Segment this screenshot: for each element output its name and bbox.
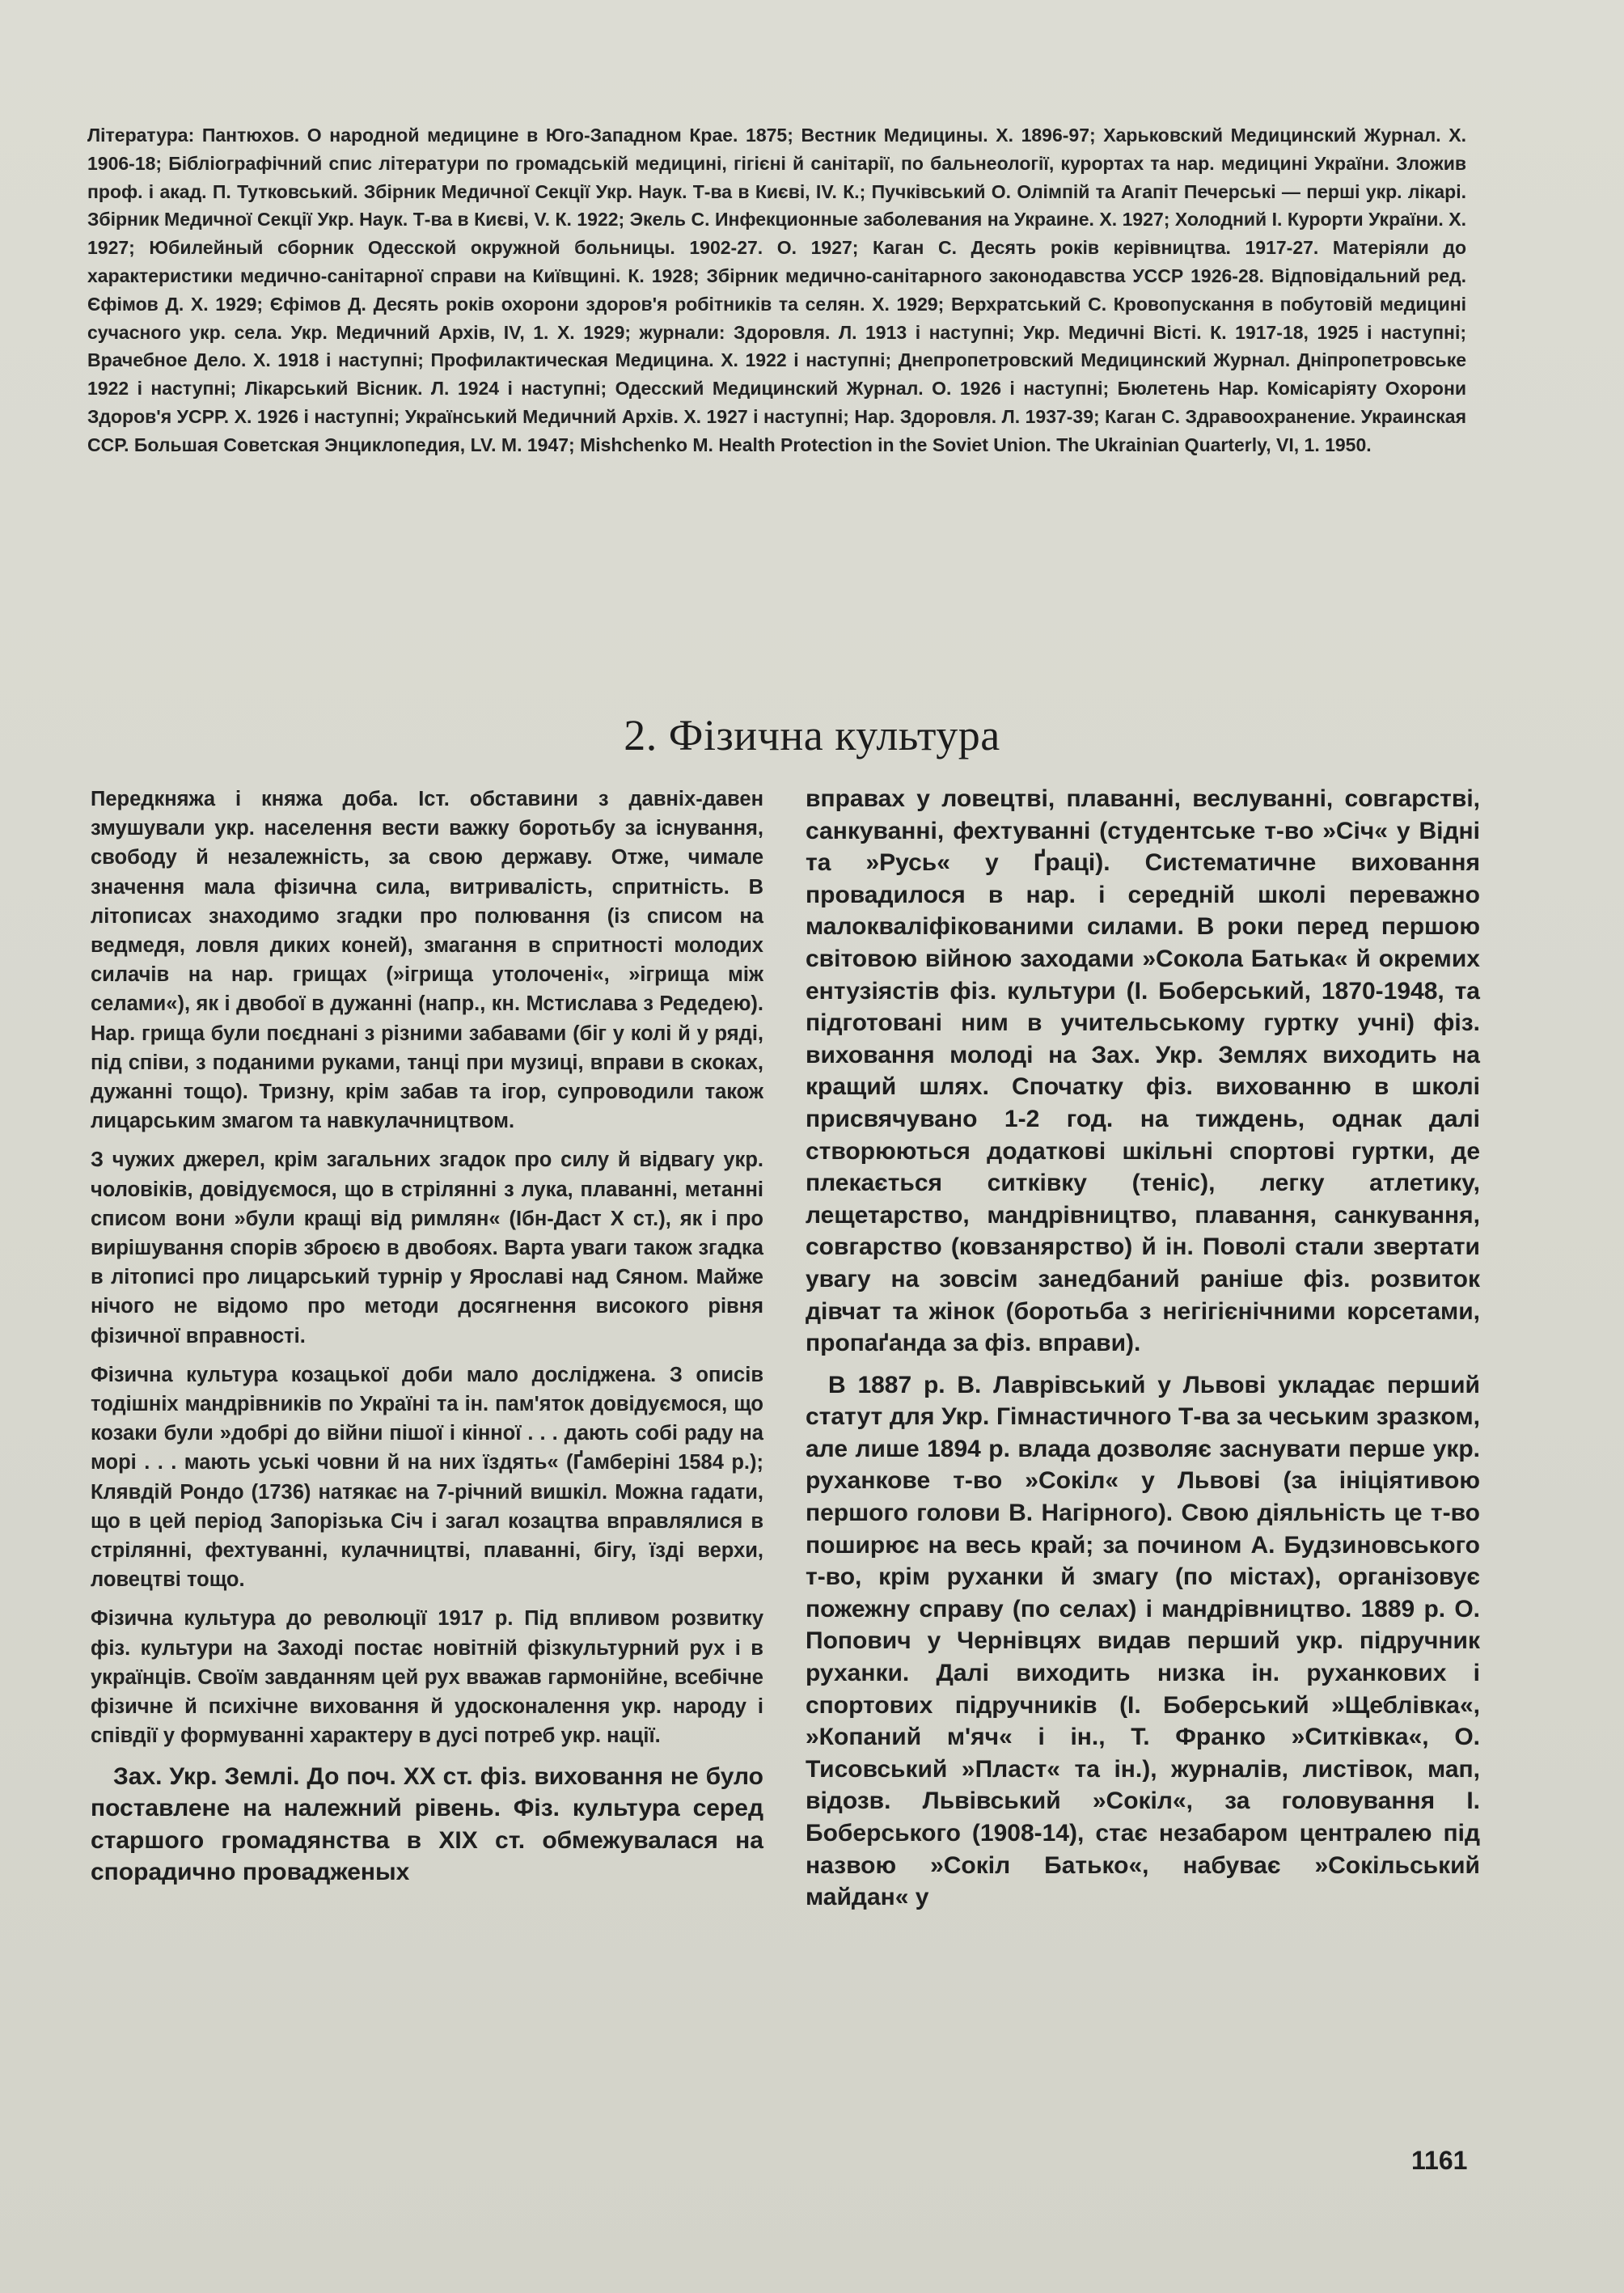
section-title: 2. Фізична культура bbox=[624, 711, 1000, 759]
paragraph-cossack-era: Фізична культура козацької доби мало досліджена. З описів тодішніх мандрівників по Україні та ін. пам'яток довідуємося, що козаки були »добрі до війни пішої і кінної . . . дають собі раду на морі . . . мають уські човни й на них їздять« (Ґамберіні 1584 р.); Клявдій Рондо (1736) натякає на 7-річний вишкіл. Можна гадати, що в цей період Запорізька Січ і загал козацтва вправлялися в стрілянні, фехтуванні, кулачництві, плаванні, бігу, їзді верхи, ловецтві тощо. bbox=[91, 1363, 763, 1592]
paragraph-foreign-sources: З чужих джерел, крім загальних згадок про силу й відвагу укр. чоловіків, довідуємося, що в стрілянні з лука, плаванні, метанні списом вони »були кращі від римлян« (Ібн-Даст X ст.), як і про вирішування спорів зброєю в двобоях. Варта уваги також згадка в літописі про лицарський турнір у Ярославі над Сяном. Майже нічого не відомо про методи досягнення високого рівня фізичної вправності. bbox=[91, 1149, 763, 1347]
paragraph-western-lands: Зах. Укр. Землі. До поч. XX ст. фіз. виховання не було поставлене на належний рівень. Фіз. культура серед старшого громадянства в XIX ст. обмежувалася на спорадично провадженых bbox=[91, 1762, 763, 1886]
page-number: 1161 bbox=[1411, 2146, 1468, 2175]
right-column bbox=[806, 783, 1480, 1923]
paragraph-pre-revolution: Фізична культура до революції 1917 р. Під впливом розвитку фіз. культури на Заході постає новітній фізкультурний рух і в українців. Своїм завданням цей рух вважав гармонійне, всебічне фізичне й психічне виховання й удосконалення укр. народу і співдії у формуванні характеру в дусі потреб укр. нації. bbox=[91, 1607, 763, 1748]
paragraph-princely-era: Передкняжа і княжа доба. Іст. обставини з давніх-давен змушували укр. населення вести важку боротьбу за існування, свободу й незалежність, за свою державу. Отже, чимале значення мала фізична сила, витривалість, спритність. В літописах знаходимо згадки про полювання (із списом на ведмедя, ловля диких коней), змагання в спритності молодих силачів на нар. грищах (»ігрища утолочені«, »ігрища між селами«), як і двобої в дужанні (напр., кн. Мстислава з Редедею). Нар. грища були поєднані з різними забавами (біг у колі й у ряді, під співи, з поданими руками, танці при музиці, вправи в скоках, дужанні тощо). Тризну, крім забав та ігор, супроводили також лицарським змагом та навкулачництвом. bbox=[91, 788, 763, 1133]
left-column bbox=[91, 785, 763, 1898]
paragraph-sokil: В 1887 р. В. Лаврівський у Львові укладає перший статут для Укр. Гімнастичного Т-ва за чеським зразком, але лише 1894 р. влада дозволяє заснувати перше укр. руханкове т-во »Сокіл« у Львові (за ініціятивою першого голови В. Нагірного). Свою діяльність це т-во поширює на весь край; за почином А. Будзиновського т-во, крім руханки й змагу (по містах), організовує пожежну справу (по селах) і мандрівництво. 1889 р. О. Попович у Чернівцях видав перший укр. підручник руханки. Далі виходить низка ін. руханкових і спортових підручників (І. Боберський »Щеблівка«, »Копаний м'яч« і ін., Т. Франко »Ситківка«, О. Тисовський »Пласт« та ін.), журналів, листівок, мап, відозв. Львівський »Сокіл«, за головування І. Боберського (1908-14), стає незабаром централею під назвою »Сокіл Батько«, набуває »Сокільський майдан« у bbox=[806, 1371, 1480, 1911]
literature-references: Література: Пантюхов. О народной медицине в Юго-Западном Крае. 1875; Вестник Медицины. Х. 1896-97; Харьковский Медицинский Журнал. Х. 1906-18; Бібліографічний спис літератури по громадській медицині, гігієні й санітарії, по бальнеології, курортах та нар. медицині України. Зложив проф. і акад. П. Тутковський. Збірник Медичної Секції Укр. Наук. Т-ва в Києві, IV. К.; Пучківський О. Олімпій та Агапіт Печерські — перші укр. лікарі. Збірник Медичної Секції Укр. Наук. Т-ва в Києві, V. К. 1922; Экель С. Инфекционные заболевания на Украине. Х. 1927; Холодний І. Курорти України. Х. 1927; Юбилейный сборник Одесской окружной больницы. 1902-27. О. 1927; Каган С. Десять років керівництва. 1917-27. Матеріяли до характеристики медично-санітарної справи на Київщині. К. 1928; Збірник медично-санітарного законодавства УССР 1926-28. Відповідальний ред. Єфімов Д. Х. 1929; Єфімов Д. Десять років охорони здоров'я робітників та селян. Х. 1929; Верхратський С. Кровопускання в побутовій медицині сучасного укр. села. Укр. Медичний Архів, IV, 1. Х. 1929; журнали: Здоровля. Л. 1913 і наступні; Укр. Медичні Вісті. К. 1917-18, 1925 і наступні; Врачебное Дело. Х. 1918 і наступні; Профилактическая Медицина. Х. 1922 і наступні; Днепропетровский Медицинский Журнал. Дніпропетровське 1922 і наступні; Лікарський Вісник. Л. 1924 і наступні; Одесский Медицинский Журнал. О. 1926 і наступні; Бюлетень Нар. Комісаріяту Охорони Здоров'я УСРР. Х. 1926 і наступні; Український Медичний Архів. Х. 1927 і наступні; Нар. Здоровля. Л. 1937-39; Каган С. Здравоохранение. Украинская ССР. Большая Советская Энциклопедия, LV. М. 1947; Mishchenko M. Health Protection in the Soviet Union. The Ukrainian Quarterly, VI, 1. 1950. bbox=[87, 125, 1466, 455]
paragraph-exercises: вправах у ловецтві, плаванні, веслуванні, совгарстві, санкуванні, фехтуванні (студентське т-во »Січ« у Відні та »Русь« у Ґраці). Систематичне виховання провадилося в нар. і середній школі переважно малокваліфікованими силами. В роки перед першою світовою війною заходами »Сокола Батька« й окремих ентузіястів фіз. культури (І. Боберський, 1870-1948, та підготовані ним в учительському гуртку учні) фіз. виховання молоді на Зах. Укр. Землях виходить на кращий шлях. Спочатку фіз. вихованню в школі присвячувано 1-2 год. на тиждень, однак далі створюються додаткові шкільні спортові гуртки, де плекається ситківку (теніс), легку атлетику, лещетарство, мандрівництво, плавання, санкування, совгарство (ковзанярство) й ін. Поволі стали звертати увагу на зовсім занедбаний раніше фіз. розвиток дівчат та жінок (боротьба з негігієнічними корсетами, пропаґанда за фіз. вправи). bbox=[806, 785, 1480, 1357]
